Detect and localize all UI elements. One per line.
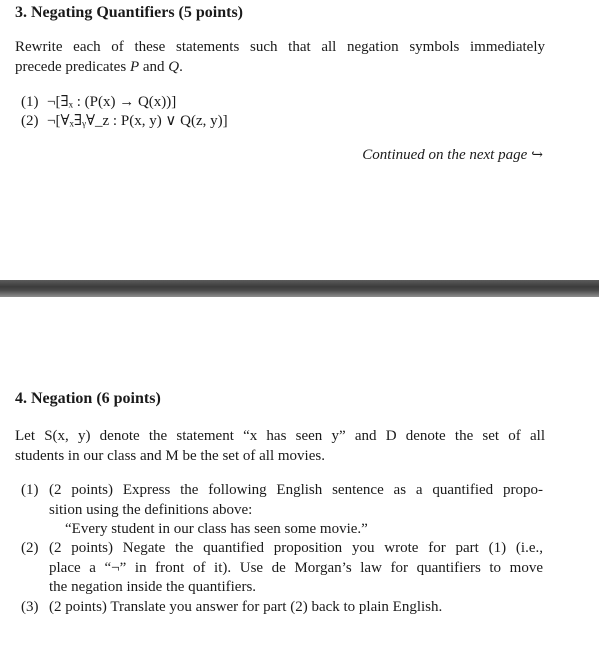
formula-1: [21, 93, 176, 111]
question-item-1: [21, 481, 543, 540]
intro-text: precede predicates: [15, 59, 130, 75]
item-body: [49, 481, 543, 540]
section-4-intro: [15, 426, 545, 466]
item-line: (2 points) Translate you answer for part (2) back to plain English.: [49, 599, 443, 615]
intro-text: .: [179, 59, 183, 75]
section-3-heading: 3. Negating Quantifiers (5 points): [15, 4, 243, 21]
section-4-intro-line-1: Let S(x, y) denote the statement “x has seen y” and D denote the set of all: [15, 428, 545, 444]
item-body: [49, 598, 543, 618]
predicate-p: P: [129, 59, 140, 75]
item-quote: “Every student in our class has seen some movie.”: [65, 521, 368, 537]
formula-number: (2): [21, 113, 39, 129]
continued-note: [362, 147, 543, 164]
item-line: sition using the definitions above:: [49, 501, 253, 518]
section-3-intro-line-2: [15, 57, 545, 77]
section-3-intro-line-1: Rewrite each of these statements such that all negation symbols immediately: [15, 39, 545, 55]
section-4-heading: 4. Negation (6 points): [15, 390, 161, 407]
section-3-intro: [15, 37, 545, 77]
formula-text: ¬[∃ₓ : (P(x) → Q(x))]: [47, 94, 177, 110]
formula-2: [21, 112, 228, 130]
predicate-q: Q: [168, 59, 180, 75]
question-item-2: [21, 539, 543, 598]
item-line: the negation inside the quantifiers.: [49, 579, 257, 595]
formula-text: ¬[∀ₓ∃ᵧ∀_z : P(x, y) ∨ Q(z, y)]: [47, 113, 228, 129]
formula-number: (1): [21, 94, 39, 110]
page-section-3: [0, 0, 599, 280]
item-number: (3): [21, 599, 39, 615]
page-divider: [0, 280, 599, 297]
item-number: (1): [21, 482, 39, 498]
item-line: (2 points) Negate the quantified proposition you wrote for part (1) (i.e.,: [49, 540, 543, 556]
section-4-intro-line-2: students in our class and M be the set of all movies.: [15, 448, 325, 464]
item-number: (2): [21, 540, 39, 556]
continued-text: Continued on the next page: [362, 147, 528, 163]
item-body: [49, 539, 543, 598]
hook-arrow-icon: ↪: [531, 148, 543, 163]
item-line: (2 points) Express the following English sentence as a quantified propo-: [49, 482, 543, 498]
intro-text: and: [139, 59, 169, 75]
item-line: place a “¬” in front of it). Use de Morgan’s law for quantifiers to move: [49, 559, 543, 576]
page-section-4: [0, 297, 599, 669]
question-item-3: [21, 598, 543, 618]
